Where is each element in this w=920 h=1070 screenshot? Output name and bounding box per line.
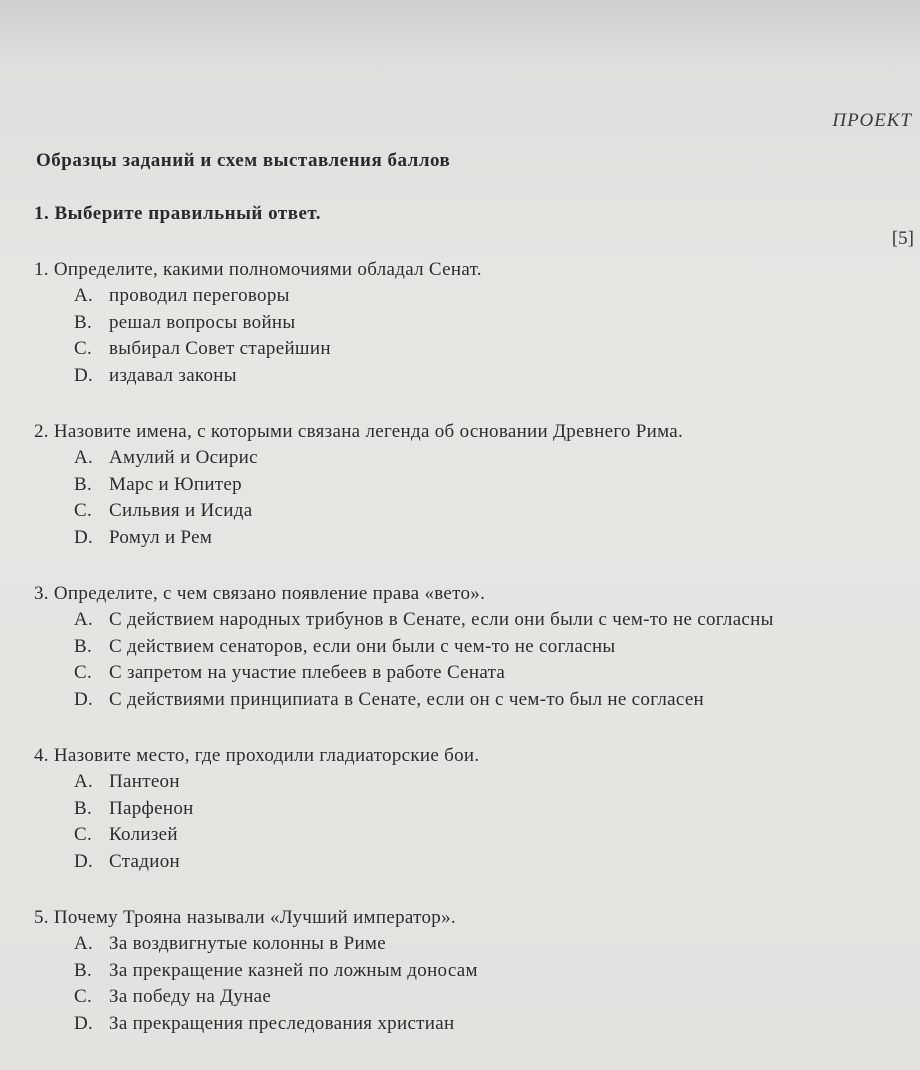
option-letter: B.	[74, 797, 93, 819]
option-letter: A.	[74, 933, 94, 954]
option-letter: D.	[74, 850, 94, 872]
option-letter: B.	[74, 959, 93, 981]
option-text: выбирал Совет старейшин	[109, 338, 331, 359]
option-letter: D.	[74, 364, 94, 386]
option-text: За воздвигнутые колонны в Риме	[109, 933, 386, 954]
question-list	[34, 257, 900, 1067]
question-item	[34, 257, 900, 389]
answer-option	[34, 607, 900, 634]
option-letter: B.	[74, 473, 93, 495]
option-letter: D.	[74, 526, 94, 548]
question-item	[34, 743, 900, 875]
answer-option	[34, 634, 900, 661]
option-text: издавал законы	[109, 364, 237, 386]
option-text: решал вопросы войны	[109, 311, 296, 333]
question-text: 5. Почему Трояна называли «Лучший император».	[34, 907, 456, 928]
option-text: Пантеон	[109, 771, 180, 792]
answer-option	[34, 445, 900, 472]
option-text: С действиями принципиата в Сенате, если он с чем-то был не согласен	[109, 688, 705, 710]
option-letter: A.	[74, 285, 94, 306]
option-letter: C.	[74, 662, 93, 683]
points-label: [5]	[891, 228, 914, 249]
question-text: 1. Определите, какими полномочиями обладал Сенат.	[34, 259, 482, 280]
option-text: С запретом на участие плебеев в работе Сената	[109, 662, 506, 683]
option-text: Ромул и Рем	[109, 526, 213, 548]
option-letter: A.	[74, 609, 94, 630]
answer-option	[34, 363, 900, 390]
option-text: С действием народных трибунов в Сенате, если они были с чем-то не согласны	[109, 609, 774, 630]
answer-option	[34, 660, 900, 687]
answer-option	[34, 849, 900, 876]
option-letter: A.	[74, 447, 94, 468]
option-text: За прекращения преследования христиан	[109, 1012, 455, 1034]
answer-option	[34, 336, 900, 363]
option-text: За победу на Дунае	[109, 986, 272, 1007]
section-title: 1. Выберите правильный ответ.	[34, 203, 322, 224]
question-item	[34, 419, 900, 551]
option-letter: D.	[74, 1012, 94, 1034]
answer-option	[34, 822, 900, 849]
question-item	[34, 905, 900, 1037]
question-text: 4. Назовите место, где проходили гладиаторские бои.	[34, 745, 480, 766]
answer-option	[34, 525, 900, 552]
answer-option	[34, 796, 900, 823]
option-text: Амулий и Осирис	[109, 447, 258, 468]
option-letter: C.	[74, 824, 93, 845]
option-text: Колизей	[109, 824, 178, 845]
answer-option	[34, 769, 900, 796]
option-text: Парфенон	[109, 797, 194, 819]
option-letter: D.	[74, 688, 94, 710]
answer-option	[34, 472, 900, 499]
option-text: Сильвия и Исида	[109, 500, 253, 521]
option-text: проводил переговоры	[109, 285, 290, 306]
option-text: Стадион	[109, 850, 180, 872]
option-text: За прекращение казней по ложным доносам	[109, 959, 478, 981]
answer-option	[34, 1011, 900, 1038]
draft-label: ПРОЕКТ	[832, 110, 912, 131]
option-letter: C.	[74, 338, 93, 359]
option-letter: C.	[74, 986, 93, 1007]
answer-option	[34, 283, 900, 310]
option-letter: B.	[74, 311, 93, 333]
answer-option	[34, 687, 900, 714]
page-title: Образцы заданий и схем выставления баллов	[36, 150, 451, 171]
option-letter: B.	[74, 635, 93, 657]
question-text: 3. Определите, с чем связано появление права «вето».	[34, 583, 486, 604]
option-letter: C.	[74, 500, 93, 521]
answer-option	[34, 498, 900, 525]
answer-option	[34, 958, 900, 985]
answer-option	[34, 984, 900, 1011]
option-text: С действием сенаторов, если они были с чем-то не согласны	[109, 635, 616, 657]
answer-option	[34, 931, 900, 958]
option-text: Марс и Юпитер	[109, 473, 242, 495]
option-letter: A.	[74, 771, 94, 792]
answer-option	[34, 310, 900, 337]
question-text: 2. Назовите имена, с которыми связана легенда об основании Древнего Рима.	[34, 421, 684, 442]
question-item	[34, 581, 900, 713]
